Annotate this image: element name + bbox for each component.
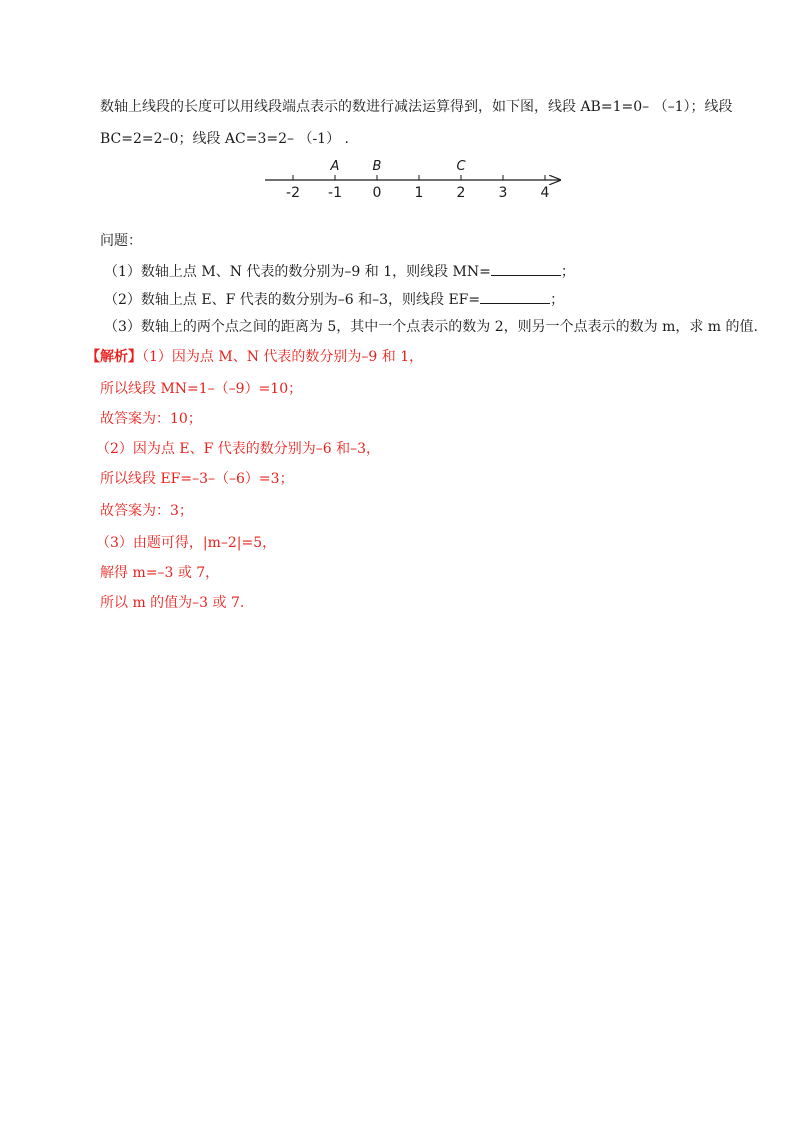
number-line-ticks [286,175,550,201]
question-heading: 问题： [100,233,142,249]
question-3: （3）数轴上的两个点之间的距离为 5，其中一个点表示的数为 2，则另一个点表示的数为 m，求 m 的值. [104,319,758,335]
solution-line-4: （2）因为点 E、F 代表的数分别为–6 和–3， [96,441,381,457]
question-2-text: （2）数轴上点 E、F 代表的数分别为–6 和–3，则线段 EF= [104,292,481,308]
question-1 [104,262,575,281]
number-line-point-label: B [372,159,382,174]
number-line-tick-label: -2 [286,185,300,201]
solution-line-8: 解得 m=–3 或 7， [100,565,220,581]
answer-blank-ef[interactable] [480,290,550,304]
solution-text-1: （1）因为点 M、N 代表的数分别为–9 和 1， [142,349,424,365]
number-line-tick-label: 4 [540,185,550,201]
question-2-end: ； [550,292,565,308]
solution-line-5: 所以线段 EF=–3–（–6）=3； [100,471,294,487]
number-line-tick-label: -1 [328,185,342,201]
intro-line-2: BC=2=2–0；线段 AC=3=2– （-1） . [100,131,349,147]
solution-line-2: 所以线段 MN=1–（–9）=10； [100,381,303,397]
number-line-point-label: C [456,159,466,174]
number-line-tick-label: 0 [372,185,382,201]
question-2 [104,290,564,309]
solution-line-7: （3）由题可得，|m–2|=5， [96,535,277,551]
number-line-tick-label: 1 [414,185,424,201]
number-line-diagram [0,155,800,205]
number-line-tick-label: 3 [498,185,508,201]
question-1-text: （1）数轴上点 M、N 代表的数分别为–9 和 1，则线段 MN= [104,264,491,280]
solution-line-1 [86,348,423,366]
solution-tag: 【解析】 [86,349,142,365]
answer-blank-mn[interactable] [491,262,561,276]
intro-line-1: 数轴上线段的长度可以用线段端点表示的数进行减法运算得到，如下图，线段 AB=1=0– （–1）；线段 [100,99,733,115]
number-line-points [330,159,467,174]
solution-line-6: 故答案为：3； [100,503,193,519]
solution-line-3: 故答案为：10； [100,411,202,427]
question-1-end: ； [560,264,575,280]
number-line-tick-label: 2 [456,185,466,201]
solution-line-9: 所以 m 的值为–3 或 7. [100,595,245,611]
number-line-point-label: A [330,159,340,174]
